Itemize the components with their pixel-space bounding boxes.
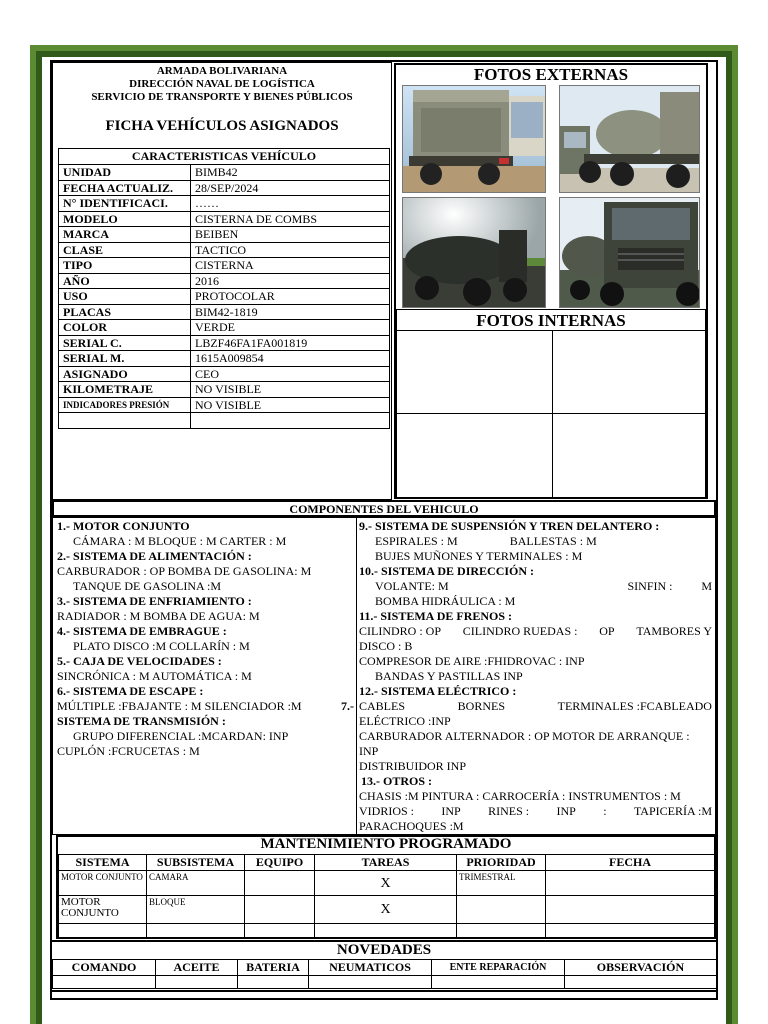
table-row: [59, 871, 715, 896]
component-line: TAPICERÍA :M: [633, 804, 712, 818]
column-header: TAREAS: [315, 855, 457, 871]
component-line: BALLESTAS : M: [509, 534, 597, 548]
section-title: 2.- SISTEMA DE ALIMENTACIÓN :: [57, 549, 252, 563]
table-row: [59, 413, 390, 429]
table-row: [59, 335, 390, 351]
table-row: [59, 258, 390, 274]
component-line: TAMBORES Y: [636, 624, 712, 638]
component-line: CILINDRO RUEDAS :: [462, 624, 578, 638]
table-row: [59, 196, 390, 212]
spec-label: N° IDENTIFICACI.: [59, 196, 191, 212]
table-row: [59, 382, 390, 398]
spec-value: NO VISIBLE: [191, 382, 390, 398]
spec-value: LBZF46FA1FA001819: [191, 335, 390, 351]
internal-photos-title: FOTOS INTERNAS: [476, 311, 626, 330]
spec-label: COLOR: [59, 320, 191, 336]
column-header: SUBSISTEMA: [147, 855, 245, 871]
section-title: 12.- SISTEMA ELÉCTRICO :: [359, 684, 517, 698]
component-line: SINFIN :: [627, 579, 673, 593]
column-header: BATERIA: [238, 960, 309, 976]
component-line: CÁMARA : M BLOQUE : M CARTER : M: [73, 534, 287, 548]
spec-value: BIM42-1819: [191, 304, 390, 320]
component-line: INP: [441, 804, 461, 818]
component-line: CARBURADOR ALTERNADOR : OP MOTOR DE ARRANQUE :: [359, 729, 690, 743]
component-line: BUJES MUÑONES Y TERMINALES : M: [375, 549, 583, 563]
spec-value: 28/SEP/2024: [191, 180, 390, 196]
component-line: COMPRESOR DE AIRE :FHIDROVAC : INP: [359, 654, 585, 668]
table-row: [59, 180, 390, 196]
spec-value: 2016: [191, 273, 390, 289]
section-number: 7.-: [341, 699, 354, 713]
component-line: ELÉCTRICO :INP: [359, 714, 451, 728]
table-row: [53, 976, 717, 989]
section-title: 10.- SISTEMA DE DIRECCIÓN :: [359, 564, 535, 578]
component-line: OP: [599, 624, 615, 638]
table-row: [59, 397, 390, 413]
spec-value: BIMB42: [191, 165, 390, 181]
component-line: CARBURADOR : OP BOMBA DE GASOLINA: M: [57, 564, 312, 578]
section-title: 13.- OTROS :: [361, 774, 433, 788]
section-title: 5.- CAJA DE VELOCIDADES :: [57, 654, 222, 668]
internal-photo-slot-2: [552, 330, 706, 414]
external-photo-1: [402, 85, 546, 193]
components-title: COMPONENTES DEL VEHICULO: [289, 502, 479, 516]
component-line: PLATO DISCO :M COLLARÍN : M: [73, 639, 250, 653]
maintenance-cell: [457, 896, 546, 924]
spec-value: BEIBEN: [191, 227, 390, 243]
component-line: VIDRIOS :: [359, 804, 415, 818]
internal-photo-slot-3: [396, 413, 553, 498]
table-row: [59, 165, 390, 181]
spec-value: CISTERNA: [191, 258, 390, 274]
novedades-title: NOVEDADES: [336, 942, 432, 958]
column-header: NEUMATICOS: [309, 960, 432, 976]
section-title: SISTEMA DE TRANSMISIÓN :: [57, 714, 226, 728]
component-line: TERMINALES :FCABLEADO: [557, 699, 712, 713]
column-header: ENTE REPARACIÓN: [432, 960, 565, 976]
spec-label: AÑO: [59, 273, 191, 289]
component-line: PARACHOQUES :M: [359, 819, 464, 833]
table-row: [59, 924, 715, 938]
header-line-2: DIRECCIÓN NAVAL DE LOGÍSTICA: [129, 78, 315, 90]
column-header: ACEITE: [156, 960, 238, 976]
column-header: SISTEMA: [59, 855, 147, 871]
spec-label: TIPO: [59, 258, 191, 274]
spec-label: USO: [59, 289, 191, 305]
component-line: TANQUE DE GASOLINA :M: [73, 579, 222, 593]
maintenance-cell: MOTOR CONJUNTO: [59, 896, 147, 924]
header-line-3: SERVICIO DE TRANSPORTE Y BIENES PÚBLICOS: [91, 91, 353, 103]
maintenance-cell: [245, 896, 315, 924]
spec-label: ASIGNADO: [59, 366, 191, 382]
header-line-1: ARMADA BOLIVARIANA: [156, 65, 288, 77]
page-title: FICHA VEHÍCULOS ASIGNADOS: [105, 118, 339, 134]
table-row: [59, 242, 390, 258]
column-header: COMANDO: [53, 960, 156, 976]
component-line: CUPLÓN :FCRUCETAS : M: [57, 744, 200, 758]
table-row: [59, 896, 715, 924]
component-line: ESPIRALES : M: [375, 534, 458, 548]
column-header: OBSERVACIÓN: [565, 960, 717, 976]
spec-label: MARCA: [59, 227, 191, 243]
section-title: 4.- SISTEMA DE EMBRAGUE :: [57, 624, 227, 638]
maintenance-cell: [546, 871, 715, 896]
column-header: FECHA: [546, 855, 715, 871]
component-line: M: [701, 579, 712, 593]
table-row: [59, 211, 390, 227]
component-line: BANDAS Y PASTILLAS INP: [375, 669, 523, 683]
section-title: 3.- SISTEMA DE ENFRIAMIENTO :: [57, 594, 252, 608]
spec-label: KILOMETRAJE: [59, 382, 191, 398]
external-photo-2: [559, 85, 700, 193]
novedades-table: [52, 959, 717, 989]
spec-label: FECHA ACTUALIZ.: [59, 180, 191, 196]
column-header: PRIORIDAD: [457, 855, 546, 871]
maintenance-cell: [245, 871, 315, 896]
spec-label: INDICADORES PRESIÓN: [59, 397, 191, 413]
specs-title: CARACTERISTICAS VEHÍCULO: [59, 149, 390, 165]
maintenance-cell: [546, 896, 715, 924]
spec-label: CLASE: [59, 242, 191, 258]
component-line: MÚLTIPLE :FBAJANTE : M SILENCIADOR :M: [57, 699, 302, 713]
component-line: :: [603, 804, 607, 818]
maintenance-cell: X: [315, 871, 457, 896]
component-line: CILINDRO : OP: [359, 624, 442, 638]
spec-label: UNIDAD: [59, 165, 191, 181]
section-title: 6.- SISTEMA DE ESCAPE :: [57, 684, 204, 698]
components-divider: [356, 517, 357, 835]
spec-value: PROTOCOLAR: [191, 289, 390, 305]
section-title: 11.- SISTEMA DE FRENOS :: [359, 609, 513, 623]
maintenance-table: [58, 854, 715, 938]
table-row: [59, 351, 390, 367]
maintenance-cell: BLOQUE: [147, 896, 245, 924]
internal-photo-slot-4: [552, 413, 706, 498]
component-line: INP: [556, 804, 576, 818]
external-photo-3: [402, 197, 546, 308]
table-row: [59, 289, 390, 305]
specs-table: [58, 148, 390, 429]
component-line: INP: [359, 744, 379, 758]
component-line: DISCO : B: [359, 639, 413, 653]
component-line: SINCRÓNICA : M AUTOMÁTICA : M: [57, 669, 252, 683]
maintenance-cell: TRIMESTRAL: [457, 871, 546, 896]
spec-value: CISTERNA DE COMBS: [191, 211, 390, 227]
spec-value: ……: [191, 196, 390, 212]
component-line: DISTRIBUIDOR INP: [359, 759, 467, 773]
spec-label: PLACAS: [59, 304, 191, 320]
spec-value: TACTICO: [191, 242, 390, 258]
component-line: CHASIS :M PINTURA : CARROCERÍA : INSTRUMENTOS : M: [359, 789, 681, 803]
component-line: GRUPO DIFERENCIAL :MCARDAN: INP: [73, 729, 289, 743]
component-line: VOLANTE: M: [375, 579, 449, 593]
external-photo-4: [559, 197, 700, 308]
table-row: [59, 320, 390, 336]
component-line: RINES :: [488, 804, 530, 818]
maintenance-title: MANTENIMIENTO PROGRAMADO: [260, 836, 512, 852]
external-photos-title: FOTOS EXTERNAS: [473, 65, 629, 84]
maintenance-cell: X: [315, 896, 457, 924]
component-line: RADIADOR : M BOMBA DE AGUA: M: [57, 609, 260, 623]
components-left-column: [57, 519, 354, 759]
components-right-column: [359, 519, 712, 834]
institution-header: [52, 65, 392, 104]
table-row: [59, 227, 390, 243]
table-row: [59, 273, 390, 289]
maintenance-cell: CAMARA: [147, 871, 245, 896]
section-title: 9.- SISTEMA DE SUSPENSIÓN Y TREN DELANTERO :: [359, 519, 660, 533]
spec-value: CEO: [191, 366, 390, 382]
spec-value: NO VISIBLE: [191, 397, 390, 413]
section-title: 1.- MOTOR CONJUNTO: [57, 519, 190, 533]
maintenance-cell: MOTOR CONJUNTO: [59, 871, 147, 896]
table-row: [59, 304, 390, 320]
spec-value: 1615A009854: [191, 351, 390, 367]
table-row: [59, 366, 390, 382]
internal-photo-slot-1: [396, 330, 553, 414]
spec-label: SERIAL C.: [59, 335, 191, 351]
component-line: BORNES: [457, 699, 505, 713]
column-header: EQUIPO: [245, 855, 315, 871]
spec-value: VERDE: [191, 320, 390, 336]
component-line: CABLES: [359, 699, 406, 713]
spec-label: SERIAL M.: [59, 351, 191, 367]
spec-label: MODELO: [59, 211, 191, 227]
component-line: BOMBA HIDRÁULICA : M: [375, 594, 516, 608]
